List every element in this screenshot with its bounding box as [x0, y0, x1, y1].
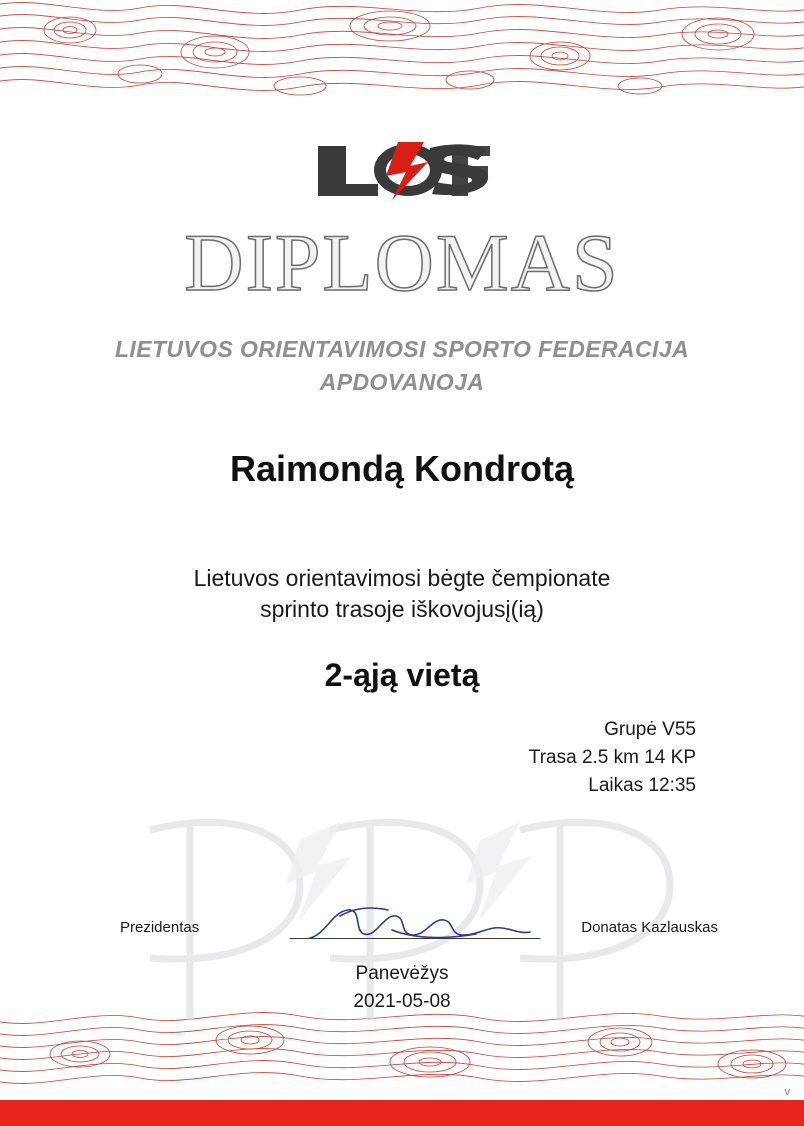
reason-line-2: sprinto trasoje iškovojusį(ią): [260, 596, 544, 623]
place-result: 2-ąją vietą: [324, 657, 480, 693]
issue-date: 2021-05-08: [353, 990, 451, 1012]
signature-role: Prezidentas: [120, 919, 200, 936]
signature-name: Donatas Kazlauskas: [581, 919, 718, 936]
result-details: [529, 716, 696, 800]
detail-time: Laikas 12:35: [588, 774, 696, 796]
detail-course: Trasa 2.5 km 14 KP: [528, 746, 696, 768]
signature-scribble: [292, 904, 538, 946]
org-line-1: LIETUVOS ORIENTAVIMOSI SPORTO FEDERACIJA: [114, 336, 690, 362]
organization-subtitle: [0, 333, 804, 400]
issue-place-date: [0, 960, 804, 1015]
reason-line-1: Lietuvos orientavimosi bėgte čempionate: [193, 565, 611, 591]
issue-place: Panevėžys: [355, 963, 449, 984]
corner-mark: v: [784, 1086, 790, 1098]
award-reason: [0, 563, 804, 625]
recipient-name: Raimondą Kondrotą: [229, 448, 574, 489]
org-line-2: APDOVANOJA: [319, 369, 485, 396]
page-title: DIPLOMAS: [184, 217, 620, 308]
losf-logo: [0, 140, 804, 207]
detail-group: Grupė V55: [604, 719, 696, 740]
signature-row: [0, 908, 804, 948]
